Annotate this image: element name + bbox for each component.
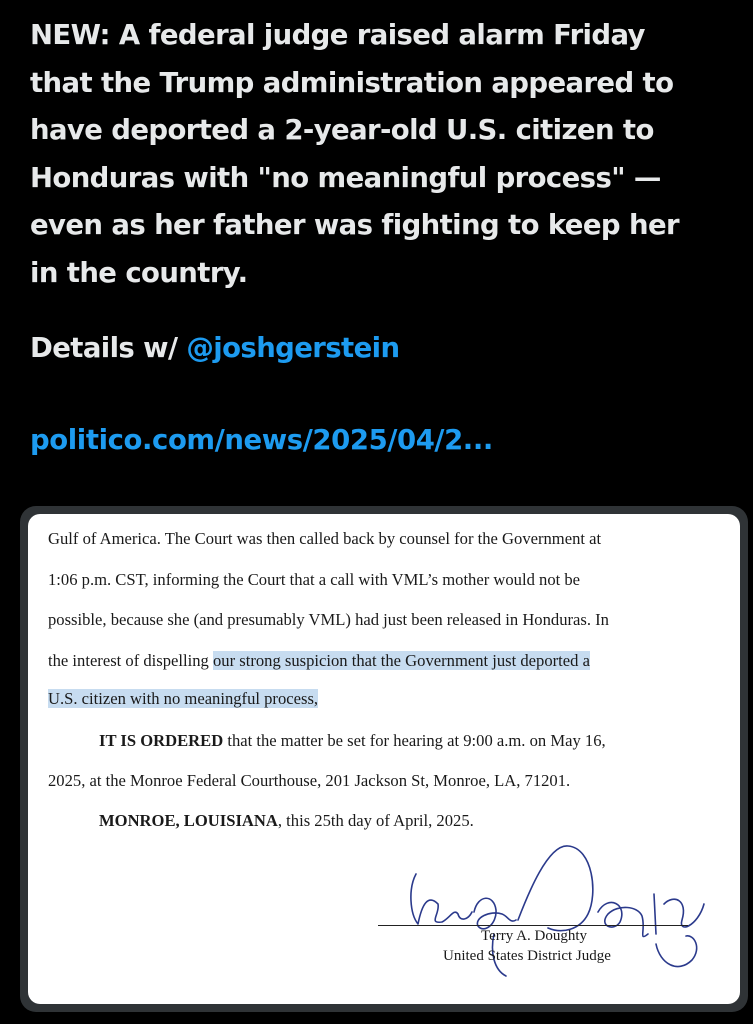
tweet-line: Honduras with "no meaningful process" — — [30, 161, 661, 194]
highlighted-text: U.S. citizen with no meaningful process, — [48, 689, 319, 708]
mention-link[interactable]: @joshgerstein — [186, 332, 400, 364]
date-text: , this 25th day of April, 2025. — [277, 811, 474, 830]
doc-line-4-plain: the interest of dispelling — [48, 651, 213, 670]
place-date-line — [99, 811, 474, 831]
order-paragraph — [99, 731, 606, 751]
doc-line-5 — [48, 689, 318, 709]
doc-line-2: 1:06 p.m. CST, informing the Court that a call with VML’s mother would not be — [48, 570, 581, 589]
details-prefix: Details w/ — [30, 332, 187, 364]
doc-line-1: Gulf of America. The Court was then called back by counsel for the Government at — [48, 529, 602, 548]
tweet-text — [30, 12, 730, 298]
signer-name: Terry A. Doughty — [481, 928, 588, 944]
article-link[interactable]: politico.com/news/2025/04/2... — [30, 424, 493, 456]
order-text: that the matter be set for hearing at 9:00 a.m. on May 16, — [223, 731, 606, 750]
tweet-line: in the country. — [30, 256, 248, 289]
tweet-line: NEW: A federal judge raised alarm Friday — [30, 19, 645, 51]
place-name: MONROE, LOUISIANA — [99, 811, 278, 830]
attached-document-image[interactable] — [28, 514, 740, 1004]
tweet-line: have deported a 2-year-old U.S. citizen to — [30, 114, 654, 147]
highlighted-text: our strong suspicion that the Government just deported a — [212, 651, 590, 670]
tweet-line: that the Trump administration appeared to — [30, 66, 674, 99]
signature-line — [378, 925, 688, 926]
tweet-line: even as her father was fighting to keep her — [30, 209, 679, 242]
doc-line-3: possible, because she (and presumably VML) had just been released in Honduras. In — [48, 610, 609, 629]
signer-title: United States District Judge — [443, 948, 611, 964]
doc-line-7: 2025, at the Monroe Federal Courthouse, 201 Jackson St, Monroe, LA, 71201. — [48, 771, 571, 790]
order-heading: IT IS ORDERED — [99, 731, 224, 750]
details-line — [30, 332, 399, 364]
doc-line-4 — [48, 651, 590, 671]
